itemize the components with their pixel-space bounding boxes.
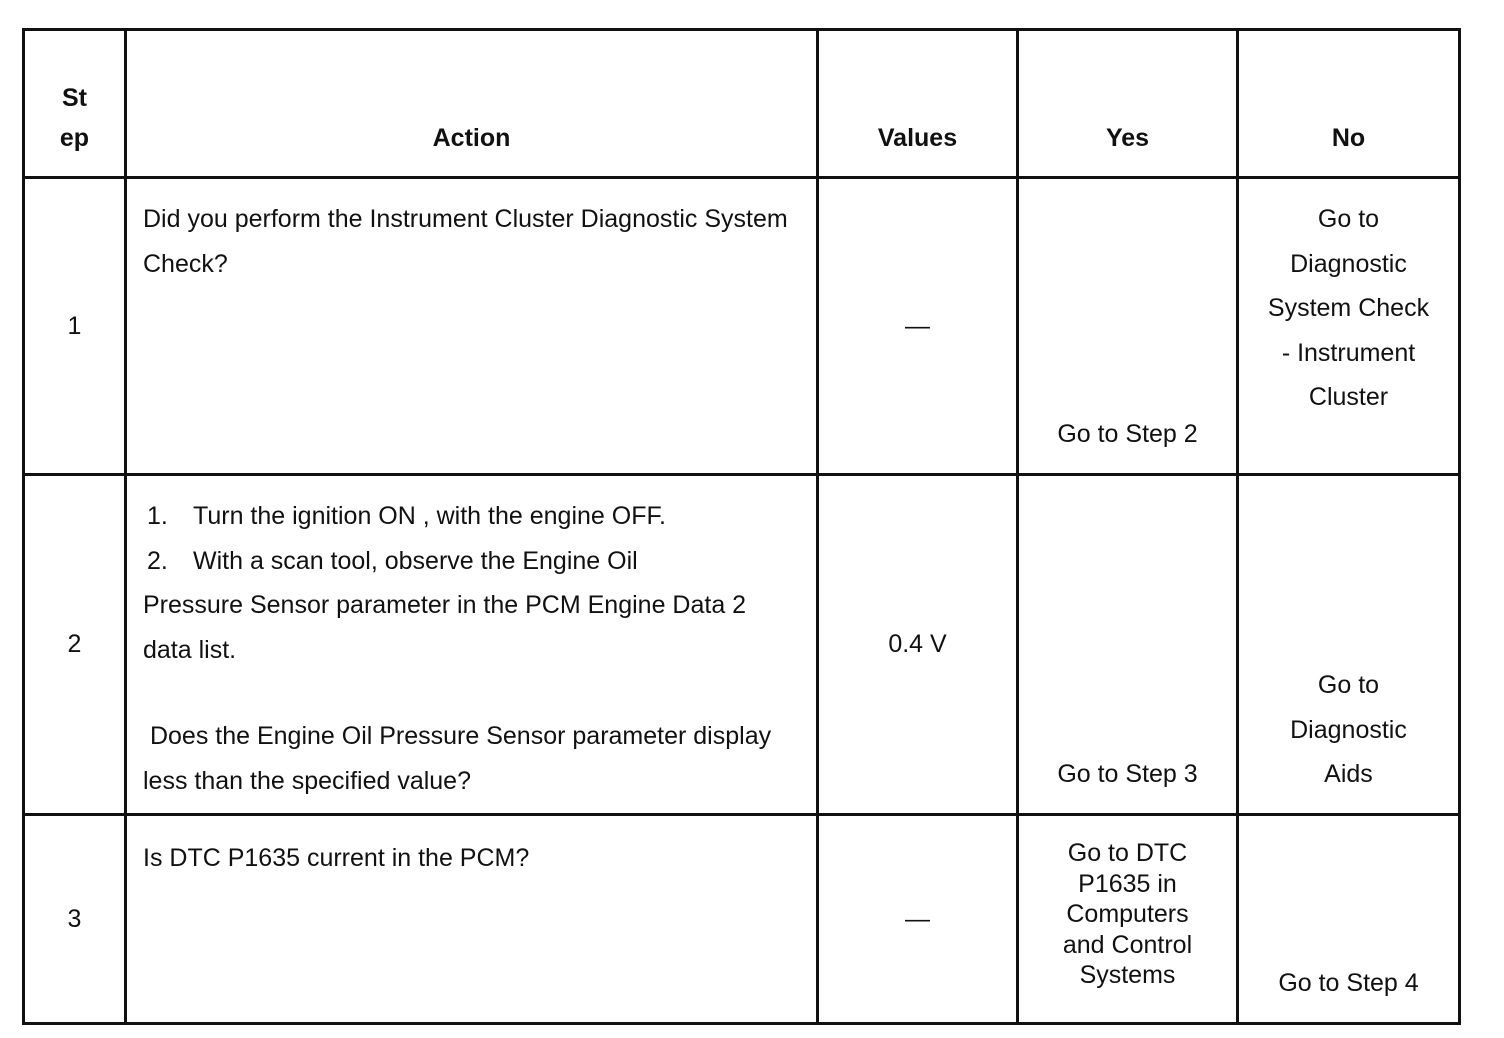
action-list-item: 1. Turn the ignition ON , with the engine OFF. (147, 502, 666, 530)
no-cell (1238, 815, 1460, 1024)
step-number: 2 (24, 475, 126, 815)
no-link[interactable]: Go to Diagnostic System Check - Instrument Cluster (1267, 205, 1430, 412)
action-list-item: 2. With a scan tool, observe the Engine Oil (147, 546, 638, 575)
header-yes: Yes (1018, 30, 1238, 178)
yes-link[interactable]: Go to DTC P1635 in Computers and Control Systems (1062, 839, 1193, 989)
value-cell: — (818, 815, 1018, 1024)
diagnostic-table (22, 28, 1458, 1022)
no-link[interactable]: Go to Diagnostic Aids (1290, 671, 1407, 789)
table-row (24, 178, 1460, 475)
no-link[interactable]: Go to Step 4 (1278, 969, 1419, 998)
action-question: Does the Engine Oil Pressure Sensor parameter display less than the specified value? (143, 722, 779, 795)
yes-link[interactable]: Go to Step 2 (1057, 420, 1198, 449)
header-values: Values (818, 30, 1018, 178)
yes-cell (1018, 178, 1238, 475)
yes-cell (1018, 815, 1238, 1024)
header-no: No (1238, 30, 1460, 178)
action-continuation: Pressure Sensor parameter in the PCM Engine Data 2 data list. (143, 591, 747, 664)
step-number: 3 (24, 815, 126, 1024)
yes-cell (1018, 475, 1238, 815)
value-cell: — (818, 178, 1018, 475)
table-row (24, 475, 1460, 815)
header-step: St ep (24, 30, 126, 178)
action-text: Did you perform the Instrument Cluster Diagnostic System Check? (126, 178, 818, 475)
header-action: Action (126, 30, 818, 178)
step-number: 1 (24, 178, 126, 475)
no-cell (1238, 178, 1460, 475)
yes-link[interactable]: Go to Step 3 (1057, 760, 1198, 789)
header-row (24, 30, 1460, 178)
action-text (126, 475, 818, 815)
no-cell (1238, 475, 1460, 815)
value-cell: 0.4 V (818, 475, 1018, 815)
table-row (24, 815, 1460, 1024)
action-text: Is DTC P1635 current in the PCM? (126, 815, 818, 1024)
